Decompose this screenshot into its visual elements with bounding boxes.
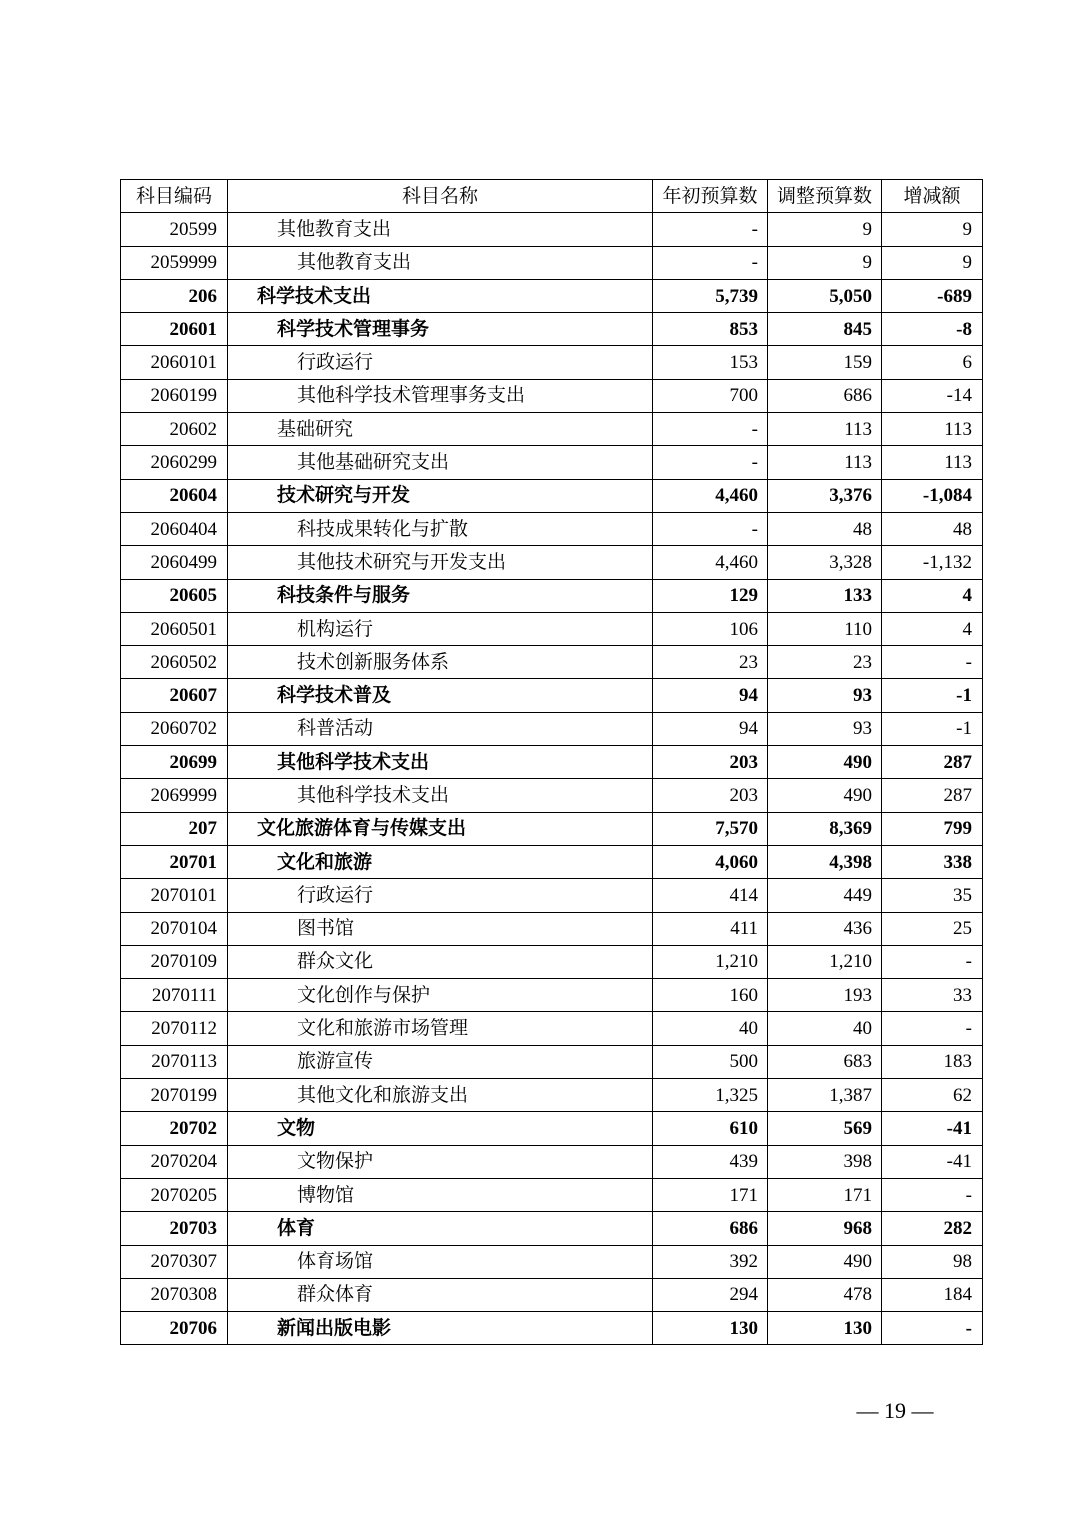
cell-initial-budget: 94 <box>653 679 768 712</box>
cell-change: 287 <box>882 746 983 779</box>
table-row <box>121 879 983 912</box>
cell-change: 48 <box>882 512 983 545</box>
cell-change: 184 <box>882 1278 983 1311</box>
cell-initial-budget: 4,060 <box>653 845 768 878</box>
cell-initial-budget: 700 <box>653 379 768 412</box>
cell-name: 群众文化 <box>228 945 653 978</box>
cell-code: 20703 <box>121 1212 228 1245</box>
cell-name: 技术创新服务体系 <box>228 646 653 679</box>
cell-code: 20607 <box>121 679 228 712</box>
cell-initial-budget: - <box>653 246 768 279</box>
cell-initial-budget: 153 <box>653 346 768 379</box>
cell-code: 20599 <box>121 213 228 246</box>
cell-name: 其他科学技术管理事务支出 <box>228 379 653 412</box>
cell-change: 338 <box>882 845 983 878</box>
cell-initial-budget: 160 <box>653 979 768 1012</box>
table-row <box>121 546 983 579</box>
cell-name: 技术研究与开发 <box>228 479 653 512</box>
cell-name: 其他科学技术支出 <box>228 746 653 779</box>
cell-change: 6 <box>882 346 983 379</box>
cell-change: -14 <box>882 379 983 412</box>
cell-code: 2070109 <box>121 945 228 978</box>
cell-name: 科技条件与服务 <box>228 579 653 612</box>
table-row <box>121 979 983 1012</box>
cell-name: 科学技术支出 <box>228 279 653 312</box>
cell-code: 20601 <box>121 313 228 346</box>
cell-initial-budget: 1,210 <box>653 945 768 978</box>
table-row <box>121 646 983 679</box>
cell-name: 体育 <box>228 1212 653 1245</box>
cell-change: 98 <box>882 1245 983 1278</box>
cell-initial-budget: 414 <box>653 879 768 912</box>
cell-adjusted-budget: 683 <box>768 1045 882 1078</box>
cell-code: 2070113 <box>121 1045 228 1078</box>
cell-code: 20702 <box>121 1112 228 1145</box>
table-row <box>121 413 983 446</box>
cell-code: 2060702 <box>121 712 228 745</box>
table-header-row <box>121 180 983 213</box>
table-row <box>121 1245 983 1278</box>
header-initial-budget: 年初预算数 <box>653 180 768 213</box>
cell-initial-budget: - <box>653 512 768 545</box>
cell-initial-budget: 853 <box>653 313 768 346</box>
cell-name: 其他教育支出 <box>228 246 653 279</box>
cell-name: 行政运行 <box>228 346 653 379</box>
cell-name: 新闻出版电影 <box>228 1312 653 1345</box>
cell-code: 2060299 <box>121 446 228 479</box>
header-change: 增减额 <box>882 180 983 213</box>
cell-initial-budget: 40 <box>653 1012 768 1045</box>
table-row <box>121 279 983 312</box>
cell-adjusted-budget: 40 <box>768 1012 882 1045</box>
cell-adjusted-budget: 159 <box>768 346 882 379</box>
table-row <box>121 612 983 645</box>
cell-adjusted-budget: 9 <box>768 246 882 279</box>
table-row <box>121 1278 983 1311</box>
cell-code: 2069999 <box>121 779 228 812</box>
table-row <box>121 213 983 246</box>
table-row <box>121 446 983 479</box>
table-row <box>121 1178 983 1211</box>
cell-code: 2070199 <box>121 1079 228 1112</box>
cell-adjusted-budget: 3,328 <box>768 546 882 579</box>
table-row <box>121 945 983 978</box>
cell-change: - <box>882 945 983 978</box>
cell-code: 2060499 <box>121 546 228 579</box>
cell-change: 4 <box>882 612 983 645</box>
table-row <box>121 712 983 745</box>
cell-code: 2060404 <box>121 512 228 545</box>
cell-code: 2070104 <box>121 912 228 945</box>
cell-initial-budget: 610 <box>653 1112 768 1145</box>
cell-change: 287 <box>882 779 983 812</box>
cell-change: 799 <box>882 812 983 845</box>
cell-adjusted-budget: 93 <box>768 679 882 712</box>
cell-code: 2070111 <box>121 979 228 1012</box>
cell-change: -1 <box>882 712 983 745</box>
cell-change: - <box>882 1012 983 1045</box>
table-row <box>121 1112 983 1145</box>
cell-name: 文物保护 <box>228 1145 653 1178</box>
budget-table <box>120 179 983 1345</box>
table-row <box>121 1145 983 1178</box>
cell-adjusted-budget: 569 <box>768 1112 882 1145</box>
page-number: — 19 — <box>856 1398 934 1423</box>
cell-change: -41 <box>882 1112 983 1145</box>
cell-initial-budget: 130 <box>653 1312 768 1345</box>
cell-initial-budget: 686 <box>653 1212 768 1245</box>
cell-adjusted-budget: 193 <box>768 979 882 1012</box>
cell-initial-budget: 500 <box>653 1045 768 1078</box>
cell-initial-budget: 171 <box>653 1178 768 1211</box>
cell-code: 2070112 <box>121 1012 228 1045</box>
cell-change: 9 <box>882 213 983 246</box>
cell-code: 2060501 <box>121 612 228 645</box>
cell-change: 35 <box>882 879 983 912</box>
table-row <box>121 1012 983 1045</box>
cell-change: - <box>882 1178 983 1211</box>
table-row <box>121 746 983 779</box>
cell-adjusted-budget: 23 <box>768 646 882 679</box>
cell-name: 其他教育支出 <box>228 213 653 246</box>
cell-adjusted-budget: 5,050 <box>768 279 882 312</box>
cell-adjusted-budget: 3,376 <box>768 479 882 512</box>
cell-name: 文化旅游体育与传媒支出 <box>228 812 653 845</box>
cell-name: 文化和旅游 <box>228 845 653 878</box>
table-row <box>121 346 983 379</box>
cell-change: -41 <box>882 1145 983 1178</box>
cell-change: 282 <box>882 1212 983 1245</box>
table-row <box>121 1079 983 1112</box>
cell-adjusted-budget: 113 <box>768 413 882 446</box>
cell-change: - <box>882 646 983 679</box>
cell-name: 其他科学技术支出 <box>228 779 653 812</box>
table-row <box>121 845 983 878</box>
cell-code: 2060199 <box>121 379 228 412</box>
table-row <box>121 679 983 712</box>
cell-name: 其他文化和旅游支出 <box>228 1079 653 1112</box>
cell-code: 206 <box>121 279 228 312</box>
cell-change: -8 <box>882 313 983 346</box>
cell-initial-budget: - <box>653 213 768 246</box>
cell-adjusted-budget: 110 <box>768 612 882 645</box>
cell-adjusted-budget: 398 <box>768 1145 882 1178</box>
table-row <box>121 246 983 279</box>
cell-name: 其他基础研究支出 <box>228 446 653 479</box>
table-row <box>121 1212 983 1245</box>
cell-name: 文化创作与保护 <box>228 979 653 1012</box>
cell-adjusted-budget: 490 <box>768 746 882 779</box>
cell-adjusted-budget: 1,210 <box>768 945 882 978</box>
cell-adjusted-budget: 490 <box>768 1245 882 1278</box>
cell-initial-budget: 5,739 <box>653 279 768 312</box>
cell-name: 行政运行 <box>228 879 653 912</box>
cell-name: 科技成果转化与扩散 <box>228 512 653 545</box>
cell-code: 2070204 <box>121 1145 228 1178</box>
cell-adjusted-budget: 9 <box>768 213 882 246</box>
table-row <box>121 313 983 346</box>
table-row <box>121 812 983 845</box>
cell-code: 20602 <box>121 413 228 446</box>
cell-code: 20604 <box>121 479 228 512</box>
cell-adjusted-budget: 4,398 <box>768 845 882 878</box>
cell-change: -689 <box>882 279 983 312</box>
cell-change: 113 <box>882 446 983 479</box>
cell-code: 2060101 <box>121 346 228 379</box>
table-row <box>121 779 983 812</box>
cell-name: 基础研究 <box>228 413 653 446</box>
cell-code: 2059999 <box>121 246 228 279</box>
cell-initial-budget: 129 <box>653 579 768 612</box>
cell-initial-budget: 411 <box>653 912 768 945</box>
cell-adjusted-budget: 968 <box>768 1212 882 1245</box>
cell-initial-budget: 439 <box>653 1145 768 1178</box>
cell-adjusted-budget: 113 <box>768 446 882 479</box>
cell-name: 机构运行 <box>228 612 653 645</box>
cell-name: 科普活动 <box>228 712 653 745</box>
cell-name: 博物馆 <box>228 1178 653 1211</box>
cell-adjusted-budget: 93 <box>768 712 882 745</box>
cell-name: 旅游宣传 <box>228 1045 653 1078</box>
cell-change: - <box>882 1312 983 1345</box>
cell-change: 25 <box>882 912 983 945</box>
cell-code: 2070308 <box>121 1278 228 1311</box>
cell-initial-budget: 4,460 <box>653 479 768 512</box>
cell-code: 207 <box>121 812 228 845</box>
cell-change: 33 <box>882 979 983 1012</box>
cell-code: 2070307 <box>121 1245 228 1278</box>
cell-change: -1,132 <box>882 546 983 579</box>
cell-adjusted-budget: 436 <box>768 912 882 945</box>
cell-code: 20706 <box>121 1312 228 1345</box>
cell-name: 科学技术普及 <box>228 679 653 712</box>
table-row <box>121 512 983 545</box>
cell-name: 其他技术研究与开发支出 <box>228 546 653 579</box>
cell-initial-budget: 392 <box>653 1245 768 1278</box>
cell-change: 183 <box>882 1045 983 1078</box>
table-row <box>121 1312 983 1345</box>
cell-change: 4 <box>882 579 983 612</box>
cell-code: 2060502 <box>121 646 228 679</box>
cell-initial-budget: - <box>653 446 768 479</box>
cell-adjusted-budget: 845 <box>768 313 882 346</box>
cell-adjusted-budget: 48 <box>768 512 882 545</box>
cell-initial-budget: 203 <box>653 779 768 812</box>
header-name: 科目名称 <box>228 180 653 213</box>
table-row <box>121 912 983 945</box>
table-row <box>121 579 983 612</box>
cell-change: -1 <box>882 679 983 712</box>
cell-name: 文化和旅游市场管理 <box>228 1012 653 1045</box>
cell-name: 科学技术管理事务 <box>228 313 653 346</box>
cell-adjusted-budget: 686 <box>768 379 882 412</box>
cell-adjusted-budget: 1,387 <box>768 1079 882 1112</box>
cell-initial-budget: 23 <box>653 646 768 679</box>
cell-change: 113 <box>882 413 983 446</box>
cell-name: 文物 <box>228 1112 653 1145</box>
cell-code: 2070205 <box>121 1178 228 1211</box>
cell-name: 群众体育 <box>228 1278 653 1311</box>
cell-adjusted-budget: 449 <box>768 879 882 912</box>
header-adjusted-budget: 调整预算数 <box>768 180 882 213</box>
cell-change: -1,084 <box>882 479 983 512</box>
cell-initial-budget: 294 <box>653 1278 768 1311</box>
cell-adjusted-budget: 478 <box>768 1278 882 1311</box>
table-body <box>121 213 983 1345</box>
table-row <box>121 379 983 412</box>
cell-initial-budget: - <box>653 413 768 446</box>
header-code: 科目编码 <box>121 180 228 213</box>
cell-code: 20699 <box>121 746 228 779</box>
cell-initial-budget: 4,460 <box>653 546 768 579</box>
table-row <box>121 1045 983 1078</box>
cell-code: 20605 <box>121 579 228 612</box>
cell-adjusted-budget: 8,369 <box>768 812 882 845</box>
cell-code: 2070101 <box>121 879 228 912</box>
cell-initial-budget: 106 <box>653 612 768 645</box>
cell-code: 20701 <box>121 845 228 878</box>
cell-initial-budget: 203 <box>653 746 768 779</box>
cell-change: 62 <box>882 1079 983 1112</box>
cell-initial-budget: 94 <box>653 712 768 745</box>
cell-name: 图书馆 <box>228 912 653 945</box>
cell-initial-budget: 1,325 <box>653 1079 768 1112</box>
cell-change: 9 <box>882 246 983 279</box>
table-row <box>121 479 983 512</box>
cell-adjusted-budget: 171 <box>768 1178 882 1211</box>
cell-name: 体育场馆 <box>228 1245 653 1278</box>
cell-adjusted-budget: 130 <box>768 1312 882 1345</box>
cell-adjusted-budget: 490 <box>768 779 882 812</box>
cell-initial-budget: 7,570 <box>653 812 768 845</box>
cell-adjusted-budget: 133 <box>768 579 882 612</box>
